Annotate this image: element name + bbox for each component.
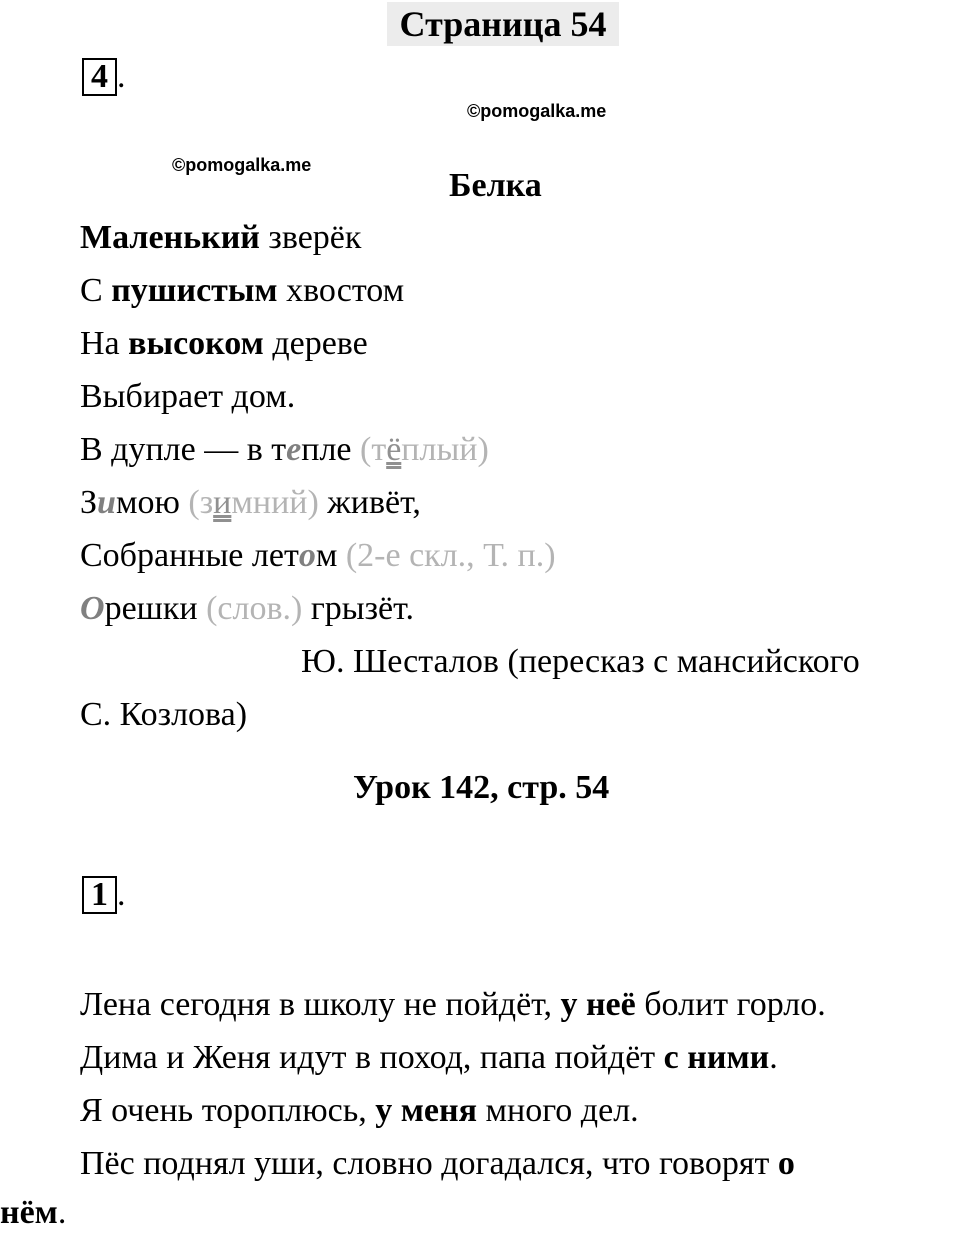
text: Лена сегодня в школу не пойдёт, bbox=[80, 986, 561, 1023]
pronoun: у неё bbox=[560, 986, 636, 1023]
hint-part: плый) bbox=[401, 431, 489, 468]
text: решки bbox=[104, 590, 207, 627]
text: . bbox=[769, 1039, 778, 1076]
highlighted-letter: о bbox=[298, 537, 316, 574]
text: . bbox=[57, 1194, 67, 1231]
sentence bbox=[80, 1038, 778, 1078]
pronoun: о bbox=[777, 1145, 795, 1182]
lesson-heading: Урок 142, стр. 54 bbox=[353, 769, 610, 806]
watermark: ©pomogalka.me bbox=[172, 155, 312, 175]
task-4-number: 4 bbox=[82, 58, 117, 96]
highlighted-letter: е bbox=[286, 431, 302, 468]
poem-line bbox=[80, 324, 368, 364]
text: Собранные лет bbox=[80, 537, 299, 574]
text: С bbox=[80, 272, 112, 309]
bold-word: пушистым bbox=[111, 272, 278, 309]
underlined-letter: ё bbox=[386, 431, 402, 468]
author-line: Ю. Шесталов (пересказ с мансийского bbox=[301, 643, 860, 680]
task-1-number: 1 bbox=[82, 876, 117, 914]
pronoun: у меня bbox=[375, 1092, 477, 1129]
check-word-hint bbox=[188, 484, 318, 521]
poem-line bbox=[80, 271, 404, 311]
page-title: Страница 54 bbox=[387, 2, 619, 46]
highlighted-letter: О bbox=[80, 590, 105, 627]
bold-word: высоком bbox=[128, 325, 264, 362]
bold-word: Маленький bbox=[80, 219, 260, 256]
sentence bbox=[80, 1091, 639, 1131]
dictionary-hint: (слов.) bbox=[206, 590, 303, 627]
poem-line bbox=[80, 483, 421, 523]
text: З bbox=[80, 484, 98, 521]
task-4-dot: . bbox=[117, 58, 126, 95]
text: дереве bbox=[263, 325, 368, 362]
text: Выбирает дом. bbox=[80, 378, 296, 415]
text: пле bbox=[301, 431, 361, 468]
sentence bbox=[80, 985, 826, 1025]
underlined-letter: и bbox=[213, 484, 232, 521]
hint-part: (т bbox=[360, 431, 387, 468]
sentence-continuation bbox=[0, 1193, 66, 1233]
task-1-number-block bbox=[82, 876, 126, 914]
poem-line bbox=[80, 218, 361, 258]
poem-line bbox=[80, 536, 556, 576]
text: живёт, bbox=[318, 484, 421, 521]
text: много дел. bbox=[477, 1092, 639, 1129]
sentence bbox=[80, 1144, 795, 1184]
text: Я очень тороплюсь, bbox=[80, 1092, 376, 1129]
poem-title: Белка bbox=[449, 167, 542, 204]
task-1-dot: . bbox=[117, 876, 126, 913]
poem-line bbox=[80, 589, 414, 629]
highlighted-letter: и bbox=[97, 484, 116, 521]
text: болит горло. bbox=[635, 986, 826, 1023]
pronoun: с ними bbox=[663, 1039, 770, 1076]
task-4-number-block bbox=[82, 58, 126, 96]
hint-part: (з bbox=[188, 484, 214, 521]
author-line: С. Козлова) bbox=[80, 696, 248, 733]
poem-line bbox=[80, 377, 295, 417]
check-word-hint bbox=[360, 431, 489, 468]
pronoun: нём bbox=[0, 1194, 58, 1231]
text: В дупле — в т bbox=[80, 431, 287, 468]
text: грызёт. bbox=[302, 590, 414, 627]
text: мою bbox=[115, 484, 189, 521]
text: м bbox=[315, 537, 346, 574]
text: Пёс поднял уши, словно догадался, что говорят bbox=[80, 1145, 778, 1182]
text: хвостом bbox=[277, 272, 405, 309]
text: Дима и Женя идут в поход, папа пойдёт bbox=[80, 1039, 664, 1076]
watermark: ©pomogalka.me bbox=[467, 101, 607, 121]
poem-line bbox=[80, 430, 489, 470]
text: На bbox=[80, 325, 129, 362]
text: зверёк bbox=[259, 219, 362, 256]
hint-part: мний) bbox=[231, 484, 319, 521]
grammar-hint: (2-е скл., Т. п.) bbox=[345, 537, 556, 574]
